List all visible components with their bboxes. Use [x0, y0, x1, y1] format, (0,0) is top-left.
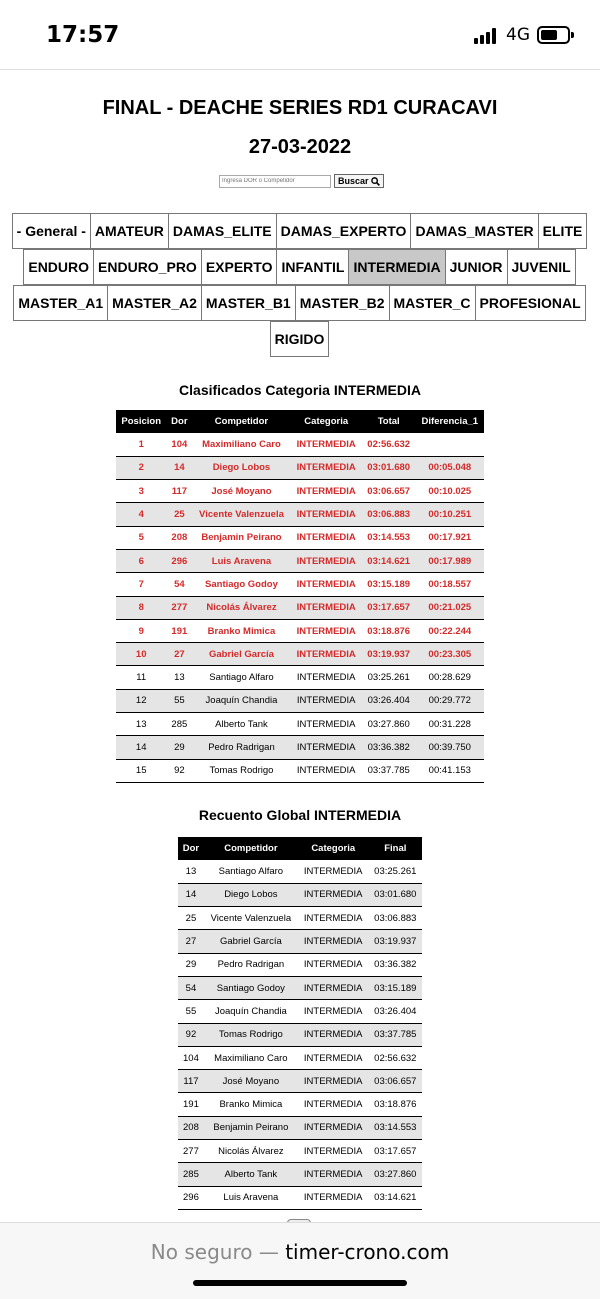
- status-time: 17:57: [46, 22, 120, 48]
- table-row: [178, 1140, 422, 1163]
- table-cell: INTERMEDIA: [291, 643, 362, 666]
- status-bar: [0, 0, 600, 70]
- table-cell: 285: [166, 713, 192, 736]
- table-cell: 208: [178, 1116, 204, 1139]
- search-form: [219, 174, 384, 188]
- table-cell: 191: [178, 1093, 204, 1116]
- table-cell: 00:31.228: [416, 713, 484, 736]
- table-cell: INTERMEDIA: [298, 1140, 369, 1163]
- table-cell: 14: [178, 883, 204, 906]
- table-cell: Gabriel García: [192, 643, 290, 666]
- table-cell: Branko Mimica: [192, 619, 290, 642]
- table-row: [178, 1000, 422, 1023]
- category-tab-master-a2[interactable]: MASTER_A2: [107, 285, 202, 321]
- table-cell: Nicolás Álvarez: [192, 596, 290, 619]
- table-row: [116, 736, 484, 759]
- table-row: [116, 713, 484, 736]
- column-header: Diferencia_1: [416, 410, 484, 433]
- table-cell: 03:06.883: [369, 907, 422, 930]
- table-cell: Benjamin Peirano: [192, 526, 290, 549]
- signal-icon: [474, 28, 496, 44]
- table-cell: Luis Aravena: [192, 549, 290, 572]
- table-cell: 7: [116, 573, 166, 596]
- table-row: [178, 860, 422, 883]
- table-cell: INTERMEDIA: [298, 1116, 369, 1139]
- table-cell: 208: [166, 526, 192, 549]
- category-tab-enduro[interactable]: ENDURO: [23, 249, 94, 285]
- table-cell: 54: [178, 976, 204, 999]
- column-header: Dor: [166, 410, 192, 433]
- table-cell: Benjamin Peirano: [204, 1116, 298, 1139]
- table-cell: Maximiliano Caro: [192, 433, 290, 456]
- table-cell: 104: [166, 433, 192, 456]
- table-cell: 10: [116, 643, 166, 666]
- table-cell: INTERMEDIA: [298, 907, 369, 930]
- table-cell: 4: [116, 503, 166, 526]
- table-row: [116, 619, 484, 642]
- table-cell: 03:19.937: [362, 643, 416, 666]
- table-cell: 117: [178, 1070, 204, 1093]
- table-cell: 5: [116, 526, 166, 549]
- table-cell: 03:18.876: [369, 1093, 422, 1116]
- column-header: Total: [362, 410, 416, 433]
- not-secure-label: No seguro: [150, 1240, 253, 1264]
- category-tab-damas-elite[interactable]: DAMAS_ELITE: [168, 213, 277, 249]
- table-cell: Vicente Valenzuela: [204, 907, 298, 930]
- table-cell: Pedro Radrigan: [204, 953, 298, 976]
- table-row: [178, 1023, 422, 1046]
- table-cell: 03:15.189: [369, 976, 422, 999]
- table-cell: INTERMEDIA: [291, 736, 362, 759]
- table-row: [178, 907, 422, 930]
- category-tab-infantil[interactable]: INFANTIL: [276, 249, 349, 285]
- table-row: [116, 526, 484, 549]
- category-tab-rigido[interactable]: RIGIDO: [270, 321, 330, 357]
- column-header: Competidor: [192, 410, 290, 433]
- table-cell: INTERMEDIA: [291, 666, 362, 689]
- table-cell: INTERMEDIA: [298, 953, 369, 976]
- table-cell: 13: [178, 860, 204, 883]
- table-cell: 00:41.153: [416, 759, 484, 782]
- table-cell: INTERMEDIA: [291, 759, 362, 782]
- table-cell: 03:15.189: [362, 573, 416, 596]
- table-row: [178, 930, 422, 953]
- table-row: [116, 596, 484, 619]
- table-cell: INTERMEDIA: [298, 860, 369, 883]
- table-cell: 00:18.557: [416, 573, 484, 596]
- table-cell: 00:10.251: [416, 503, 484, 526]
- table-row: [116, 643, 484, 666]
- table-cell: 104: [178, 1046, 204, 1069]
- table-cell: 03:06.657: [369, 1070, 422, 1093]
- category-row: [0, 213, 600, 249]
- table-cell: Joaquín Chandia: [204, 1000, 298, 1023]
- table-cell: 55: [178, 1000, 204, 1023]
- network-type: 4G: [506, 25, 530, 45]
- table-cell: INTERMEDIA: [298, 1093, 369, 1116]
- category-tab-general[interactable]: - General -: [12, 213, 91, 249]
- table-cell: INTERMEDIA: [291, 433, 362, 456]
- table-cell: INTERMEDIA: [291, 526, 362, 549]
- table-cell: 00:17.921: [416, 526, 484, 549]
- table-row: [116, 456, 484, 479]
- table-row: [178, 1070, 422, 1093]
- table-cell: 277: [166, 596, 192, 619]
- table-cell: 285: [178, 1163, 204, 1186]
- table-row: [178, 1116, 422, 1139]
- category-tab-juvenil[interactable]: JUVENIL: [507, 249, 576, 285]
- table-cell: 00:21.025: [416, 596, 484, 619]
- table-cell: INTERMEDIA: [298, 883, 369, 906]
- category-tab-enduro-pro[interactable]: ENDURO_PRO: [93, 249, 202, 285]
- table-cell: Maximiliano Caro: [204, 1046, 298, 1069]
- table-cell: INTERMEDIA: [298, 1023, 369, 1046]
- classified-table: [116, 410, 484, 783]
- table-cell: Diego Lobos: [192, 456, 290, 479]
- table-cell: 03:27.860: [369, 1163, 422, 1186]
- search-button[interactable]: [334, 174, 384, 188]
- category-tab-amateur[interactable]: AMATEUR: [90, 213, 169, 249]
- table-cell: 27: [166, 643, 192, 666]
- table-cell: 03:26.404: [362, 689, 416, 712]
- url-separator: —: [258, 1240, 279, 1264]
- table-cell: INTERMEDIA: [291, 713, 362, 736]
- table-cell: INTERMEDIA: [298, 1000, 369, 1023]
- table-cell: INTERMEDIA: [291, 689, 362, 712]
- table-cell: 00:17.989: [416, 549, 484, 572]
- column-header: Categoria: [298, 837, 369, 860]
- table-cell: Vicente Valenzuela: [192, 503, 290, 526]
- column-header: Dor: [178, 837, 204, 860]
- column-header: Competidor: [204, 837, 298, 860]
- table-cell: 03:25.261: [369, 860, 422, 883]
- table-cell: 00:05.048: [416, 456, 484, 479]
- table-cell: 8: [116, 596, 166, 619]
- table-row: [178, 1093, 422, 1116]
- table-cell: 03:01.680: [369, 883, 422, 906]
- table-cell: Alberto Tank: [192, 713, 290, 736]
- table-row: [116, 689, 484, 712]
- table-cell: 03:17.657: [369, 1140, 422, 1163]
- table-cell: Santiago Alfaro: [204, 860, 298, 883]
- table-cell: 02:56.632: [369, 1046, 422, 1069]
- table-cell: INTERMEDIA: [298, 930, 369, 953]
- table-row: [178, 883, 422, 906]
- global-table: [178, 837, 422, 1210]
- table-row: [178, 1046, 422, 1069]
- table-cell: 54: [166, 573, 192, 596]
- table-cell: INTERMEDIA: [298, 1070, 369, 1093]
- table-cell: 03:14.553: [369, 1116, 422, 1139]
- table-row: [116, 549, 484, 572]
- table-cell: 12: [116, 689, 166, 712]
- table-cell: 296: [178, 1186, 204, 1209]
- table-cell: 25: [166, 503, 192, 526]
- table-cell: 03:27.860: [362, 713, 416, 736]
- table-cell: 296: [166, 549, 192, 572]
- table-row: [178, 1186, 422, 1209]
- table-cell: José Moyano: [204, 1070, 298, 1093]
- category-tab-master-b1[interactable]: MASTER_B1: [201, 285, 296, 321]
- table-cell: INTERMEDIA: [291, 456, 362, 479]
- category-tab-intermedia[interactable]: INTERMEDIA: [348, 249, 445, 285]
- table-cell: INTERMEDIA: [298, 1186, 369, 1209]
- table-cell: 11: [116, 666, 166, 689]
- table-cell: 55: [166, 689, 192, 712]
- table-cell: INTERMEDIA: [298, 1046, 369, 1069]
- table-cell: INTERMEDIA: [291, 480, 362, 503]
- table-cell: José Moyano: [192, 480, 290, 503]
- category-row: [0, 321, 600, 357]
- table-cell: 277: [178, 1140, 204, 1163]
- table-cell: Joaquín Chandia: [192, 689, 290, 712]
- table-cell: 13: [166, 666, 192, 689]
- table-cell: INTERMEDIA: [298, 976, 369, 999]
- table-row: [116, 573, 484, 596]
- battery-icon: [537, 26, 570, 44]
- table-cell: 15: [116, 759, 166, 782]
- table-row: [116, 433, 484, 456]
- table-cell: Santiago Godoy: [204, 976, 298, 999]
- table-cell: 02:56.632: [362, 433, 416, 456]
- table-cell: Diego Lobos: [204, 883, 298, 906]
- table-cell: Branko Mimica: [204, 1093, 298, 1116]
- table-cell: 00:10.025: [416, 480, 484, 503]
- table-cell: INTERMEDIA: [291, 619, 362, 642]
- table-row: [178, 953, 422, 976]
- table-cell: 03:18.876: [362, 619, 416, 642]
- classified-title: Clasificados Categoria INTERMEDIA: [179, 382, 421, 398]
- table-cell: 00:28.629: [416, 666, 484, 689]
- category-tab-master-b2[interactable]: MASTER_B2: [295, 285, 390, 321]
- category-tab-damas-master[interactable]: DAMAS_MASTER: [410, 213, 538, 249]
- table-row: [116, 503, 484, 526]
- page-title: FINAL - DEACHE SERIES RD1 CURACAVI: [102, 97, 498, 119]
- home-indicator[interactable]: [193, 1280, 407, 1286]
- category-row: [0, 285, 600, 321]
- category-tab-elite[interactable]: ELITE: [538, 213, 588, 249]
- event-date: 27-03-2022: [248, 136, 352, 158]
- table-cell: 191: [166, 619, 192, 642]
- table-row: [178, 1163, 422, 1186]
- search-button-label: Buscar: [338, 176, 369, 186]
- table-cell: 3: [116, 480, 166, 503]
- table-cell: INTERMEDIA: [291, 503, 362, 526]
- table-cell: 2: [116, 456, 166, 479]
- table-cell: 03:06.657: [362, 480, 416, 503]
- table-cell: 92: [178, 1023, 204, 1046]
- table-cell: Tomas Rodrigo: [192, 759, 290, 782]
- global-title: Recuento Global INTERMEDIA: [198, 807, 402, 823]
- table-cell: 03:36.382: [369, 953, 422, 976]
- table-cell: 27: [178, 930, 204, 953]
- table-cell: 03:14.621: [362, 549, 416, 572]
- table-cell: 03:14.621: [369, 1186, 422, 1209]
- table-cell: 13: [116, 713, 166, 736]
- table-cell: Gabriel García: [204, 930, 298, 953]
- table-cell: Tomas Rodrigo: [204, 1023, 298, 1046]
- table-cell: [416, 433, 484, 456]
- column-header: Posicion: [116, 410, 166, 433]
- table-cell: 9: [116, 619, 166, 642]
- table-cell: 92: [166, 759, 192, 782]
- table-cell: 00:23.305: [416, 643, 484, 666]
- table-cell: 03:36.382: [362, 736, 416, 759]
- category-tab-profesional[interactable]: PROFESIONAL: [475, 285, 586, 321]
- table-cell: INTERMEDIA: [291, 549, 362, 572]
- table-row: [116, 480, 484, 503]
- table-cell: 29: [166, 736, 192, 759]
- table-cell: 03:01.680: [362, 456, 416, 479]
- column-header: Final: [369, 837, 422, 860]
- table-cell: Santiago Godoy: [192, 573, 290, 596]
- table-cell: Santiago Alfaro: [192, 666, 290, 689]
- divider: [0, 69, 600, 70]
- search-input[interactable]: [219, 175, 331, 188]
- url-domain: timer-crono.com: [285, 1240, 450, 1264]
- category-tab-damas-experto[interactable]: DAMAS_EXPERTO: [276, 213, 412, 249]
- category-tab-junior[interactable]: JUNIOR: [445, 249, 508, 285]
- table-cell: 1: [116, 433, 166, 456]
- table-cell: 00:39.750: [416, 736, 484, 759]
- table-cell: 29: [178, 953, 204, 976]
- table-cell: Luis Aravena: [204, 1186, 298, 1209]
- table-cell: 03:25.261: [362, 666, 416, 689]
- category-row: [0, 249, 600, 285]
- category-tab-experto[interactable]: EXPERTO: [201, 249, 278, 285]
- table-row: [178, 976, 422, 999]
- table-cell: 03:06.883: [362, 503, 416, 526]
- table-cell: 6: [116, 549, 166, 572]
- category-tab-master-a1[interactable]: MASTER_A1: [13, 285, 108, 321]
- table-cell: Pedro Radrigan: [192, 736, 290, 759]
- search-icon: [371, 177, 380, 186]
- column-header: Categoria: [291, 410, 362, 433]
- table-row: [116, 666, 484, 689]
- category-tab-master-c[interactable]: MASTER_C: [389, 285, 476, 321]
- table-cell: 117: [166, 480, 192, 503]
- table-cell: 03:19.937: [369, 930, 422, 953]
- table-row: [116, 759, 484, 782]
- address-bar[interactable]: [0, 1240, 600, 1264]
- table-cell: Nicolás Álvarez: [204, 1140, 298, 1163]
- table-cell: INTERMEDIA: [291, 596, 362, 619]
- table-cell: 03:14.553: [362, 526, 416, 549]
- table-cell: Alberto Tank: [204, 1163, 298, 1186]
- table-cell: 03:17.657: [362, 596, 416, 619]
- table-cell: 03:26.404: [369, 1000, 422, 1023]
- table-cell: 14: [116, 736, 166, 759]
- table-cell: 00:22.244: [416, 619, 484, 642]
- table-cell: 00:29.772: [416, 689, 484, 712]
- table-cell: INTERMEDIA: [298, 1163, 369, 1186]
- table-cell: 25: [178, 907, 204, 930]
- table-cell: 14: [166, 456, 192, 479]
- table-cell: 03:37.785: [362, 759, 416, 782]
- table-cell: INTERMEDIA: [291, 573, 362, 596]
- table-cell: 03:37.785: [369, 1023, 422, 1046]
